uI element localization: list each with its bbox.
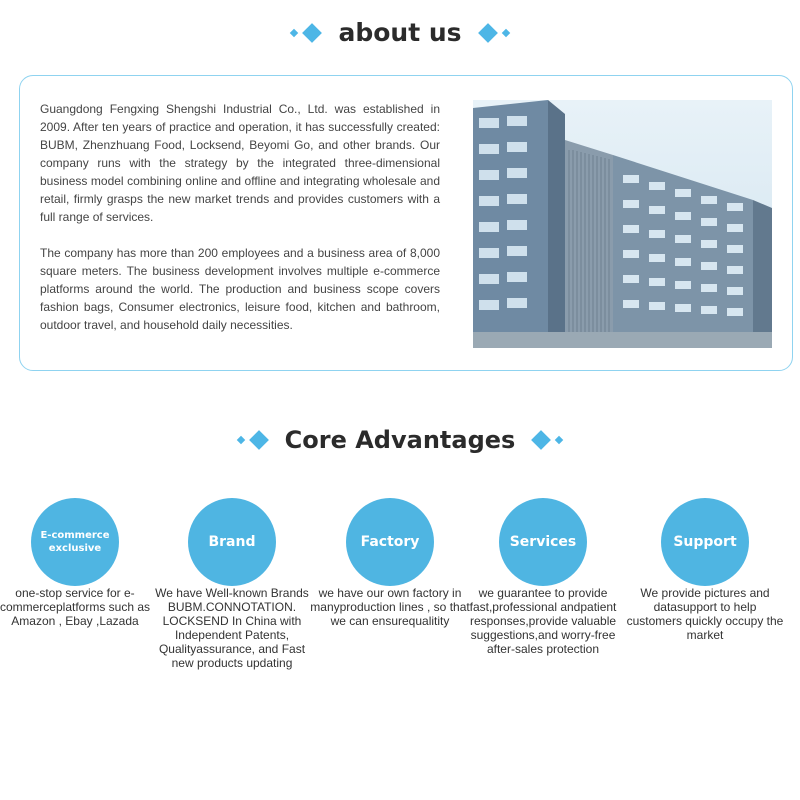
right-diamond-decoration <box>529 433 565 447</box>
right-diamond-decoration <box>476 26 512 40</box>
support-description: We provide pictures and datasupport to help customers quickly occupy the market <box>626 586 784 642</box>
ecommerce-description: one-stop service for e-commerceplatforms such as Amazon , Ebay ,Lazada <box>0 586 151 628</box>
left-diamond-decoration <box>235 433 271 447</box>
about-us-title: about us <box>338 18 462 47</box>
support-circle <box>661 498 749 586</box>
support-label: Support <box>673 534 737 550</box>
factory-description: we have our own factory in manyproduction lines , so that we can ensurequalitity <box>310 586 470 628</box>
ecommerce-circle <box>31 498 119 586</box>
about-paragraph-2: The company has more than 200 employees and a business area of 8,000 square meters. The business development involves multiple e-commerce platforms around the world. The production and business scope covers fashion bags, Consumer electronics, leisure food, kitchen and bathroom, outdoor travel, and household daily necessities. <box>40 246 440 332</box>
factory-circle <box>346 498 434 586</box>
about-paragraph-1: Guangdong Fengxing Shengshi Industrial Co., Ltd. was established in 2009. After ten years of practice and operation, it has successfully created: BUBM, Zhenzhuang Food, Locksend, Beyomi Go, and other brands. Our company runs with the strategy by the integrated three-dimensional business model combining online and offline and integrating wholesale and retail, firmly grasps the new market trends and provides customers with a full range of services. <box>40 102 440 224</box>
advantage-support <box>625 498 785 642</box>
core-advantages-header <box>0 426 800 454</box>
brand-label: Brand <box>208 534 256 550</box>
about-us-header <box>0 18 800 47</box>
services-circle <box>499 498 587 586</box>
ecommerce-label-line1: E-commerce <box>40 530 110 541</box>
factory-label: Factory <box>360 534 420 550</box>
advantage-factory <box>310 498 470 628</box>
advantage-ecommerce <box>0 498 155 628</box>
left-diamond-decoration <box>288 26 324 40</box>
advantage-services <box>463 498 623 656</box>
company-building-photo <box>473 100 772 348</box>
advantage-brand <box>152 498 312 670</box>
services-label: Services <box>509 534 577 550</box>
brand-circle <box>188 498 276 586</box>
core-advantages-title: Core Advantages <box>284 426 516 454</box>
ecommerce-label-line2: exclusive <box>48 543 102 554</box>
services-description: we guarantee to provide fast,professional andpatient responses,provide valuable suggestions,and worry-free after-sales protection <box>469 586 617 656</box>
about-us-text <box>40 100 440 352</box>
brand-description: We have Well-known Brands BUBM.CONNOTATION. LOCKSEND In China with Independent Patents, Qualityassurance, and Fast new products updating <box>155 586 309 670</box>
